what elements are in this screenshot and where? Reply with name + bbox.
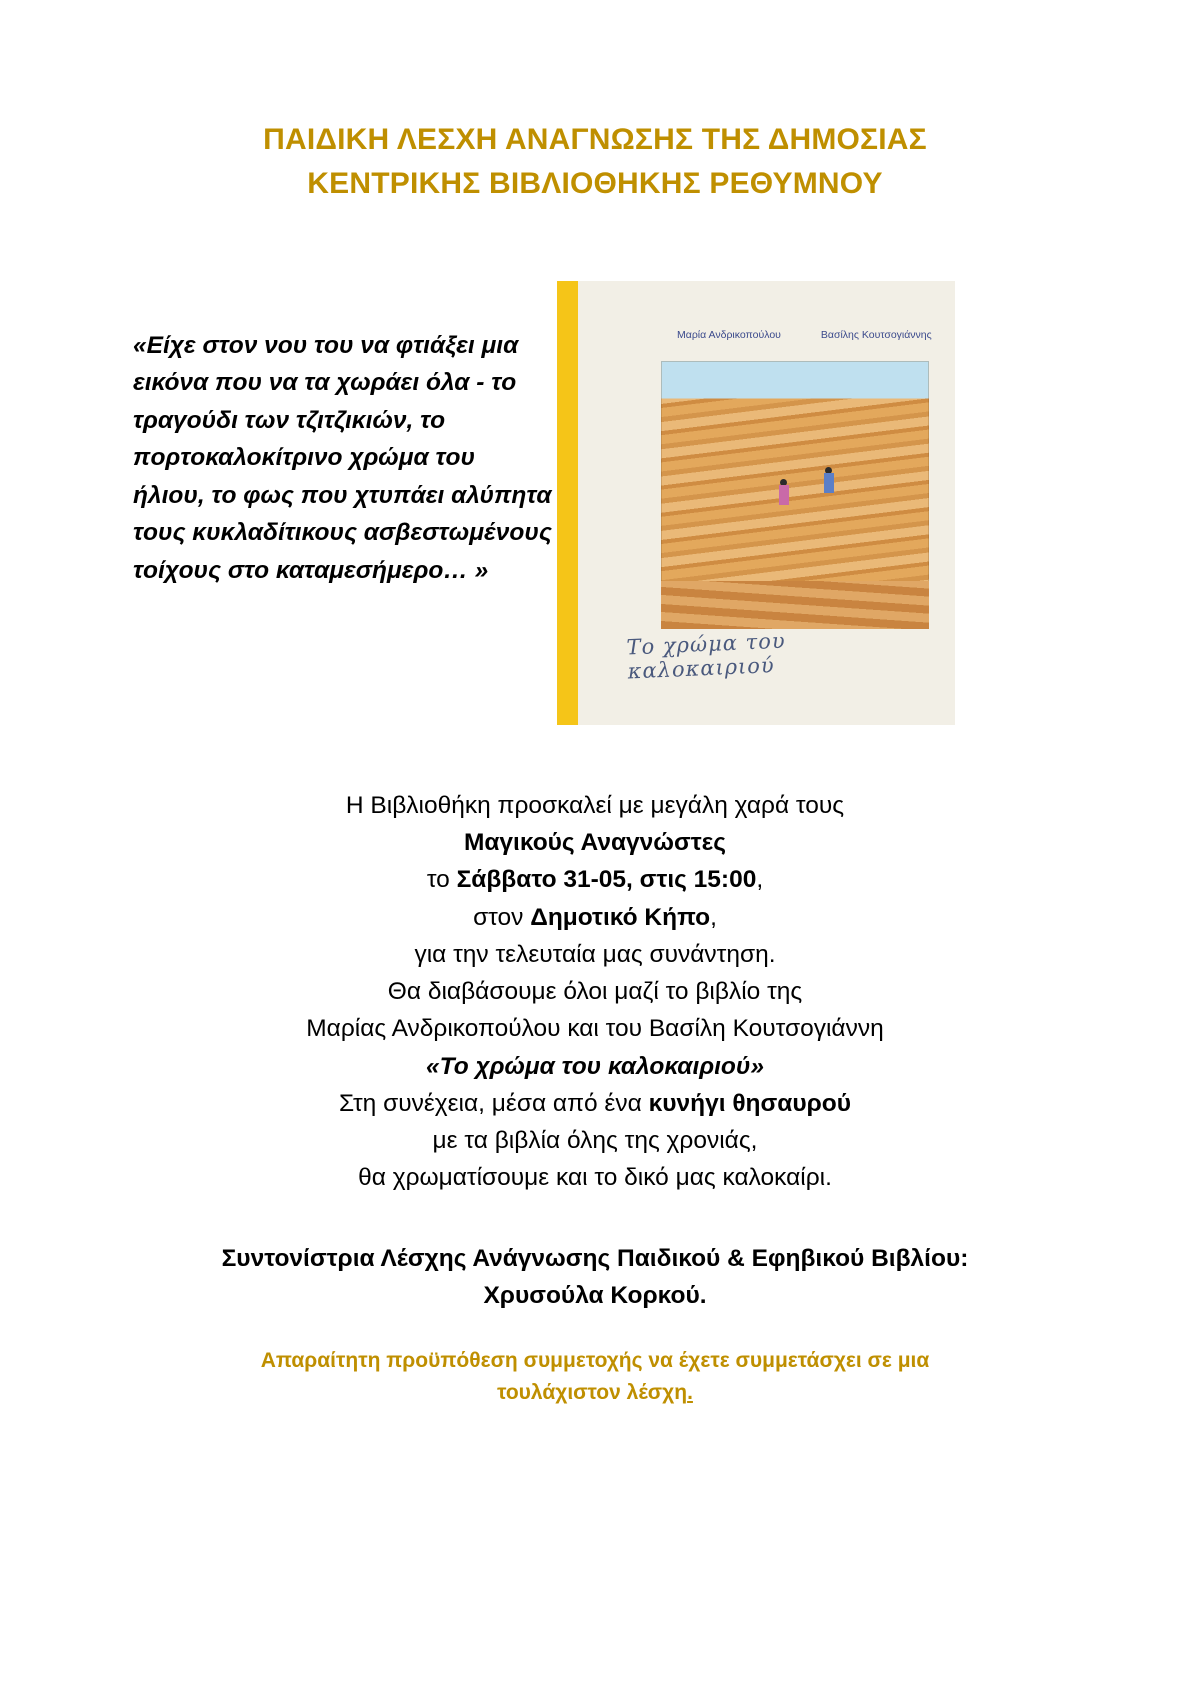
- cover-authors: [677, 329, 937, 342]
- book-quote: «Είχε στον νου του να φτιάξει μια εικόνα που να τα χωράει όλα - το τραγούδι των τζιτζικιών, το πορτοκαλοκίτρινο χρώμα του ήλιου, το φως που χτυπάει αλύπητα τους κυκλαδίτικους ασβεστωμένους τοίχους στο καταμεσήμερο… »: [133, 332, 552, 584]
- invitation-line-4: [0, 899, 1190, 936]
- invitation-line-9: [0, 1085, 1190, 1122]
- cover-yellow-band: [557, 281, 578, 725]
- magic-readers-label: Μαγικούς Αναγνώστες: [463, 829, 727, 857]
- participation-note-underlined-period: .: [687, 1380, 693, 1404]
- invitation-line-10: με τα βιβλία όλης της χρονιάς,: [432, 1127, 758, 1155]
- line9-prefix: Στη συνέχεια, μέσα από ένα: [339, 1089, 649, 1117]
- invitation-line-2: [0, 824, 1190, 861]
- invitation-line-1: Η Βιβλιοθήκη προσκαλεί με μεγάλη χαρά τους: [345, 792, 845, 819]
- coordinator-block: [0, 1240, 1190, 1314]
- participation-note-line-1: Απαραίτητη προϋπόθεση συμμετοχής να έχετε συμμετάσχει σε μια: [260, 1349, 930, 1372]
- page-title: [0, 118, 1190, 205]
- cover-author-right: Βασίλης Κουτσογιάννης: [820, 329, 932, 341]
- invitation-line-7: Μαρίας Ανδρικοπούλου και του Βασίλη Κουτσογιάννη: [306, 1015, 884, 1043]
- line3-suffix: ,: [756, 866, 764, 894]
- coordinator-name: Χρυσούλα Κορκού.: [483, 1282, 707, 1310]
- participation-note: [0, 1345, 1190, 1408]
- participation-note-line-2-text: τουλάχιστον λέσχη: [497, 1380, 688, 1404]
- line4-suffix: ,: [710, 903, 717, 931]
- cover-artwork: [661, 361, 929, 629]
- invitation-line-11: θα χρωματίσουμε και το δικό μας καλοκαίρι.: [358, 1164, 832, 1192]
- event-datetime: Σάββατο 31-05, στις 15:00: [456, 866, 757, 894]
- treasure-hunt-label: κυνήγι θησαυρού: [648, 1089, 851, 1117]
- invitation-line-8: [0, 1048, 1190, 1085]
- book-cover-image: [557, 281, 955, 725]
- invitation-text: [0, 787, 1190, 1197]
- coordinator-role: Συντονίστρια Λέσχης Ανάγνωσης Παιδικού & Εφηβικού Βιβλίου:: [221, 1245, 969, 1272]
- cover-figure-pink: [779, 479, 789, 505]
- invitation-line-3: [0, 861, 1190, 898]
- book-title: «Το χρώμα του καλοκαιριού»: [426, 1052, 764, 1080]
- cover-author-left: Μαρία Ανδρικοπούλου: [677, 329, 781, 341]
- participation-note-line-2: [0, 1377, 1190, 1409]
- page-title-line-2: ΚΕΝΤΡΙΚΗΣ ΒΙΒΛΙΟΘΗΚΗΣ ΡΕΘΥΜΝΟΥ: [307, 166, 883, 200]
- figure-body-icon: [779, 485, 789, 505]
- cover-figure-blue: [824, 467, 834, 493]
- event-location: Δημοτικό Κήπο: [530, 903, 711, 931]
- invitation-line-6: Θα διαβάσουμε όλοι μαζί το βιβλίο της: [387, 978, 803, 1006]
- line3-prefix: το: [426, 866, 457, 894]
- line4-prefix: στον: [473, 903, 531, 931]
- invitation-line-5: για την τελευταία μας συνάντηση.: [414, 940, 776, 968]
- cover-handwritten-title: Το χρώμα του καλοκαιριού: [626, 628, 787, 684]
- page-title-line-1: ΠΑΙΔΙΚΗ ΛΕΣΧΗ ΑΝΑΓΝΩΣΗΣ ΤΗΣ ΔΗΜΟΣΙΑΣ: [263, 123, 927, 156]
- figure-body-icon: [824, 473, 834, 493]
